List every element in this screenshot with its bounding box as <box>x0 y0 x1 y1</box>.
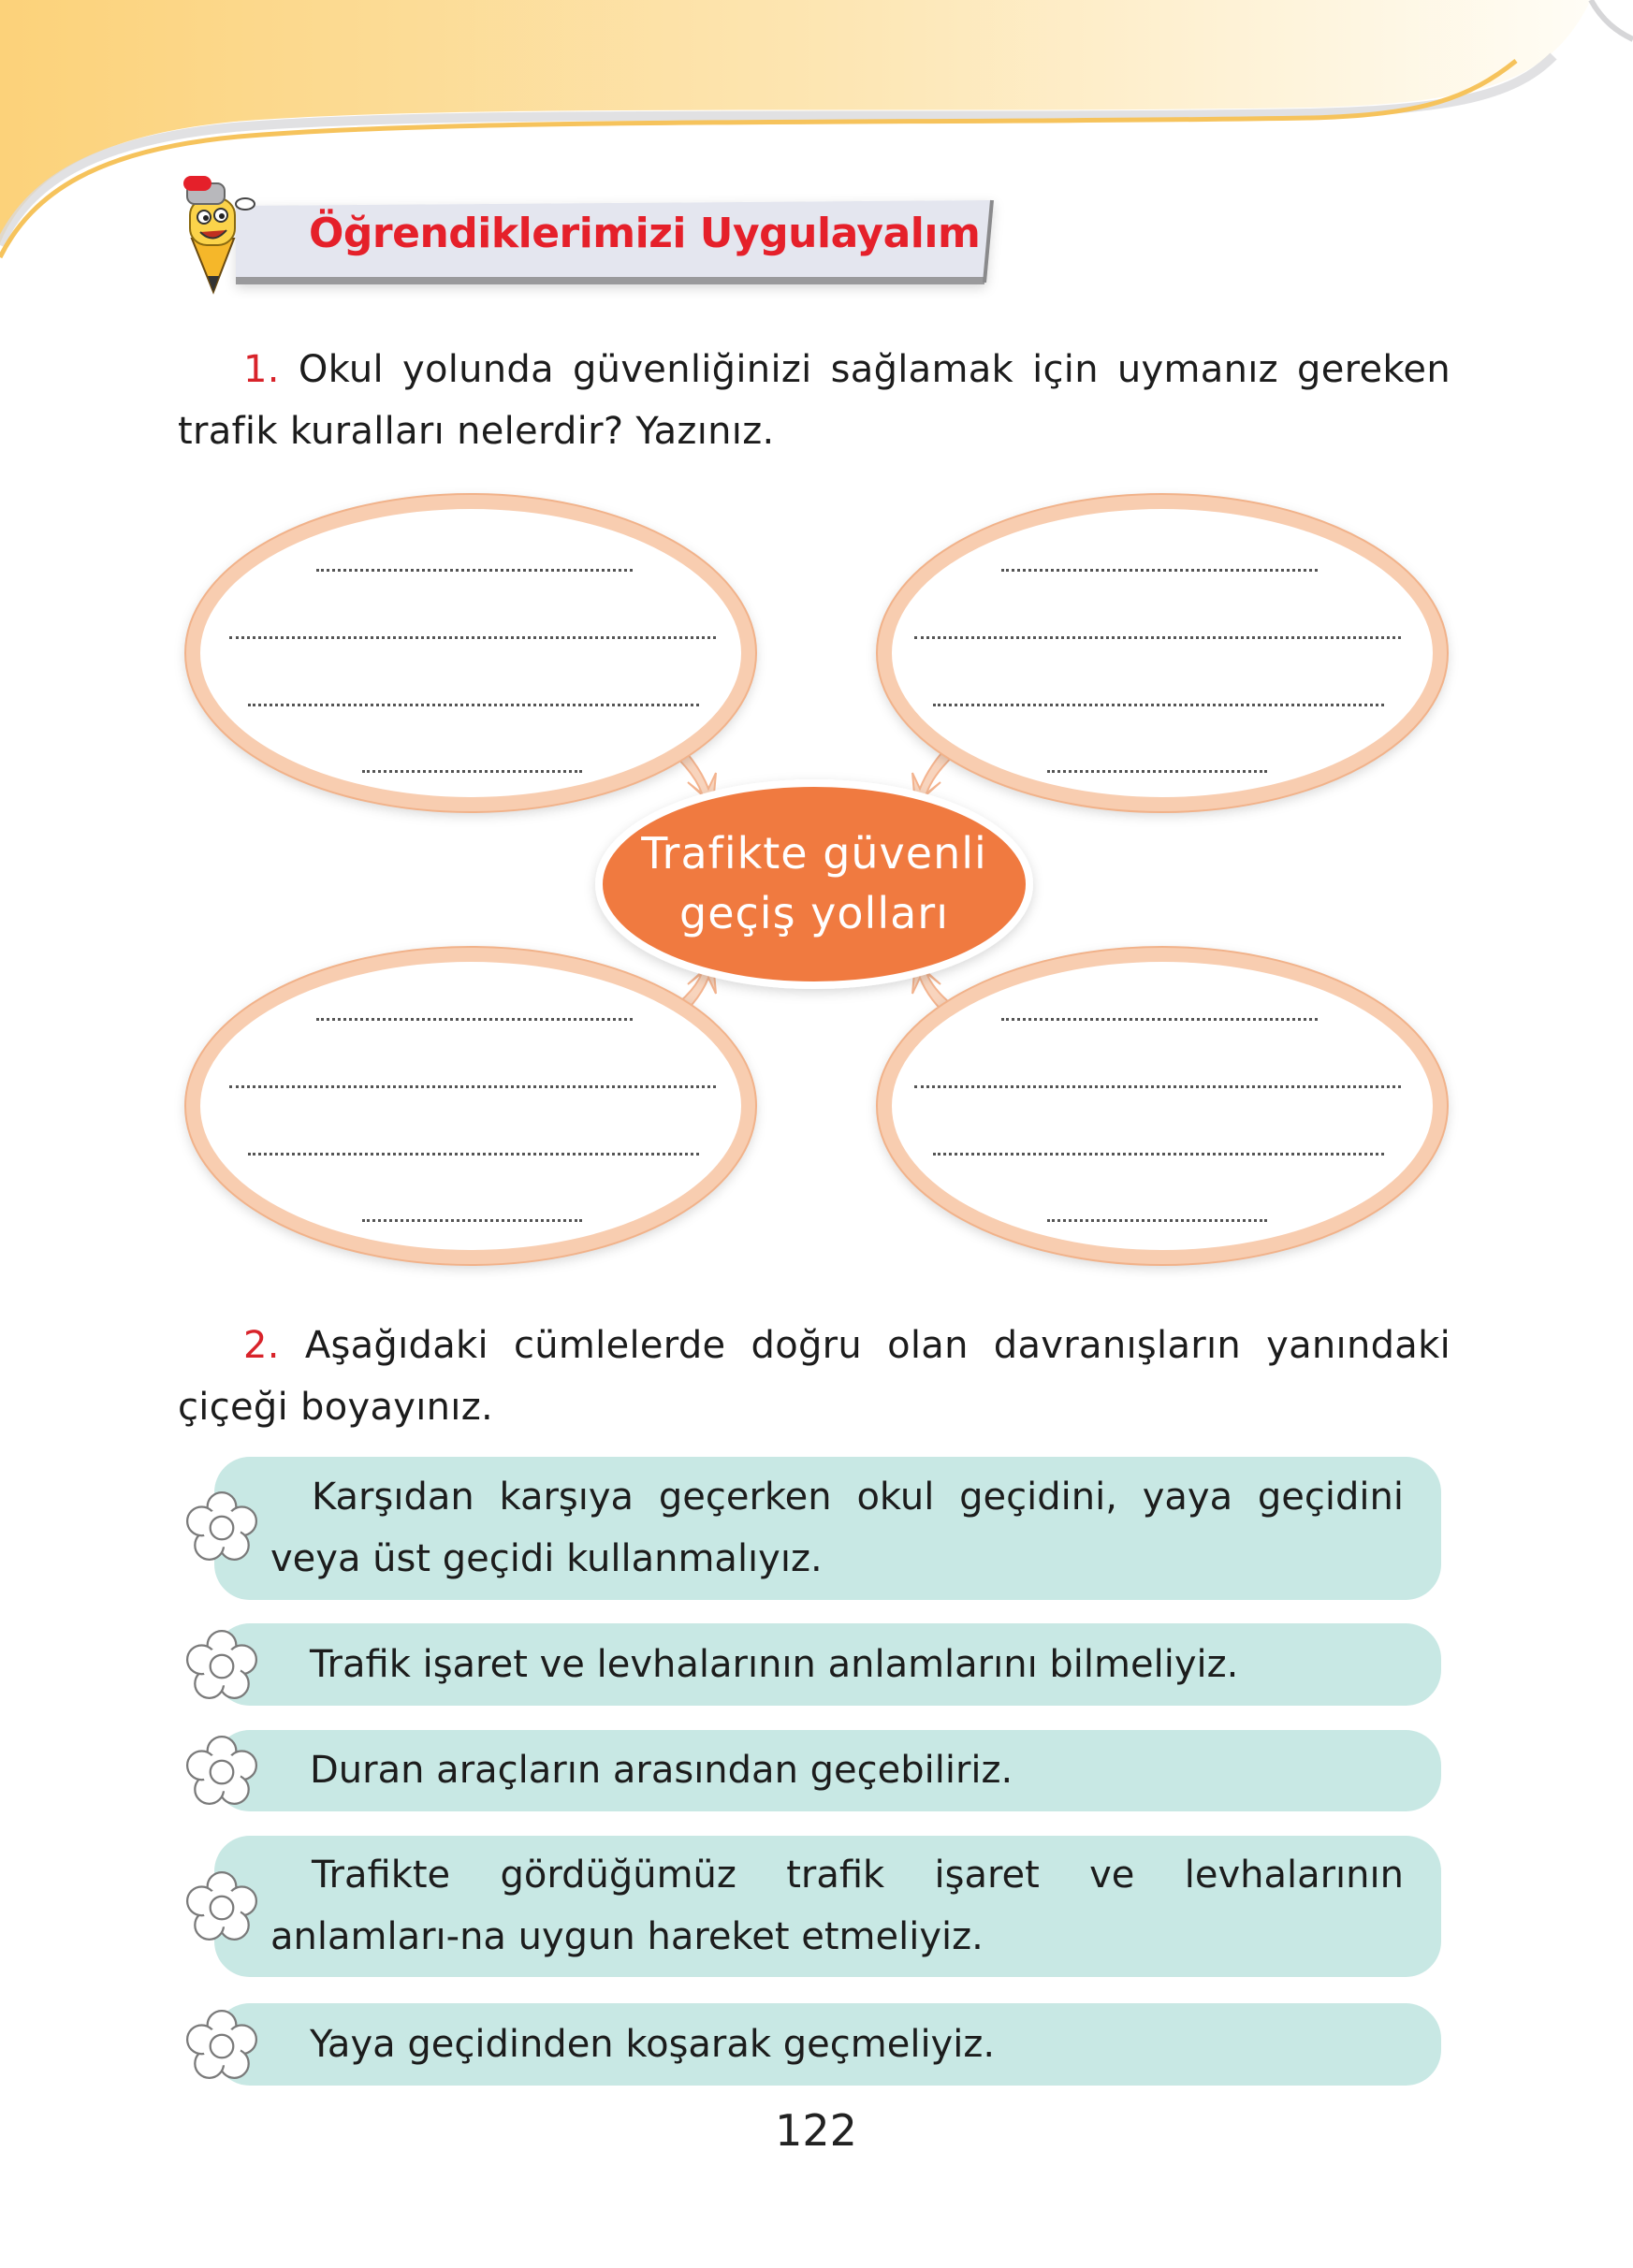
answer-line[interactable] <box>933 704 1384 706</box>
flower-icon[interactable] <box>183 1490 260 1566</box>
center-topic-line-2: geçiş yolları <box>679 888 949 938</box>
answer-line[interactable] <box>362 770 582 773</box>
section-title: Öğrendiklerimizi Uygulayalım <box>309 210 981 257</box>
answer-line[interactable] <box>316 569 633 572</box>
question-2 <box>178 1315 1451 1438</box>
flower-icon[interactable] <box>183 1734 260 1810</box>
answer-line[interactable] <box>1047 1219 1267 1222</box>
flower-icon[interactable] <box>183 1628 260 1705</box>
answer-bubble-bottom-left <box>193 954 749 1258</box>
flower-icon[interactable] <box>183 2008 260 2085</box>
answer-line[interactable] <box>316 1018 633 1021</box>
statement-item <box>214 2003 1441 2086</box>
answer-line[interactable] <box>914 1085 1401 1088</box>
question-2-text: Aşağıdaki cümlelerde doğru olan davranışların yanındaki çiçeği boyayınız. <box>178 1324 1451 1429</box>
statement-item <box>214 1730 1441 1811</box>
question-1-text: Okul yolunda güvenliğinizi sağlamak için uymanız gereken trafik kuralları nelerdir? Yazınız. <box>178 348 1451 453</box>
answer-line[interactable] <box>229 636 716 639</box>
question-1 <box>178 339 1451 462</box>
answer-bubble-bottom-right <box>884 954 1440 1258</box>
answer-line[interactable] <box>362 1219 582 1222</box>
statement-text: Duran araçların arasından geçebiliriz. <box>310 1749 1013 1792</box>
answer-line[interactable] <box>1001 1018 1318 1021</box>
answer-bubble-top-right <box>884 502 1440 805</box>
page-number: 122 <box>775 2105 857 2156</box>
statement-text: Yaya geçidinden koşarak geçmeliyiz. <box>310 2023 996 2066</box>
answer-line[interactable] <box>1047 770 1267 773</box>
answer-line[interactable] <box>914 636 1401 639</box>
answer-line[interactable] <box>1001 569 1318 572</box>
statement-item <box>214 1836 1441 1977</box>
center-topic-line-1: Trafikte güvenli <box>641 828 987 879</box>
answer-line[interactable] <box>248 704 699 706</box>
statement-item <box>214 1457 1441 1600</box>
question-2-number: 2. <box>243 1324 280 1367</box>
question-1-number: 1. <box>243 348 280 391</box>
statement-item <box>214 1623 1441 1706</box>
flower-icon[interactable] <box>183 1869 260 1946</box>
center-topic-label <box>604 823 1025 943</box>
statement-text: Trafik işaret ve levhalarının anlamlarını bilmeliyiz. <box>310 1643 1239 1686</box>
answer-bubble-top-left <box>193 502 749 805</box>
answer-line[interactable] <box>229 1085 716 1088</box>
statement-text: Trafikte gördüğümüz trafik işaret ve levhalarının anlamları-na uygun hareket etmeliyiz. <box>270 1854 1404 1958</box>
statement-text: Karşıdan karşıya geçerken okul geçidini, yaya geçidini veya üst geçidi kullanmalıyız. <box>270 1476 1404 1580</box>
answer-line[interactable] <box>933 1153 1384 1156</box>
answer-line[interactable] <box>248 1153 699 1156</box>
